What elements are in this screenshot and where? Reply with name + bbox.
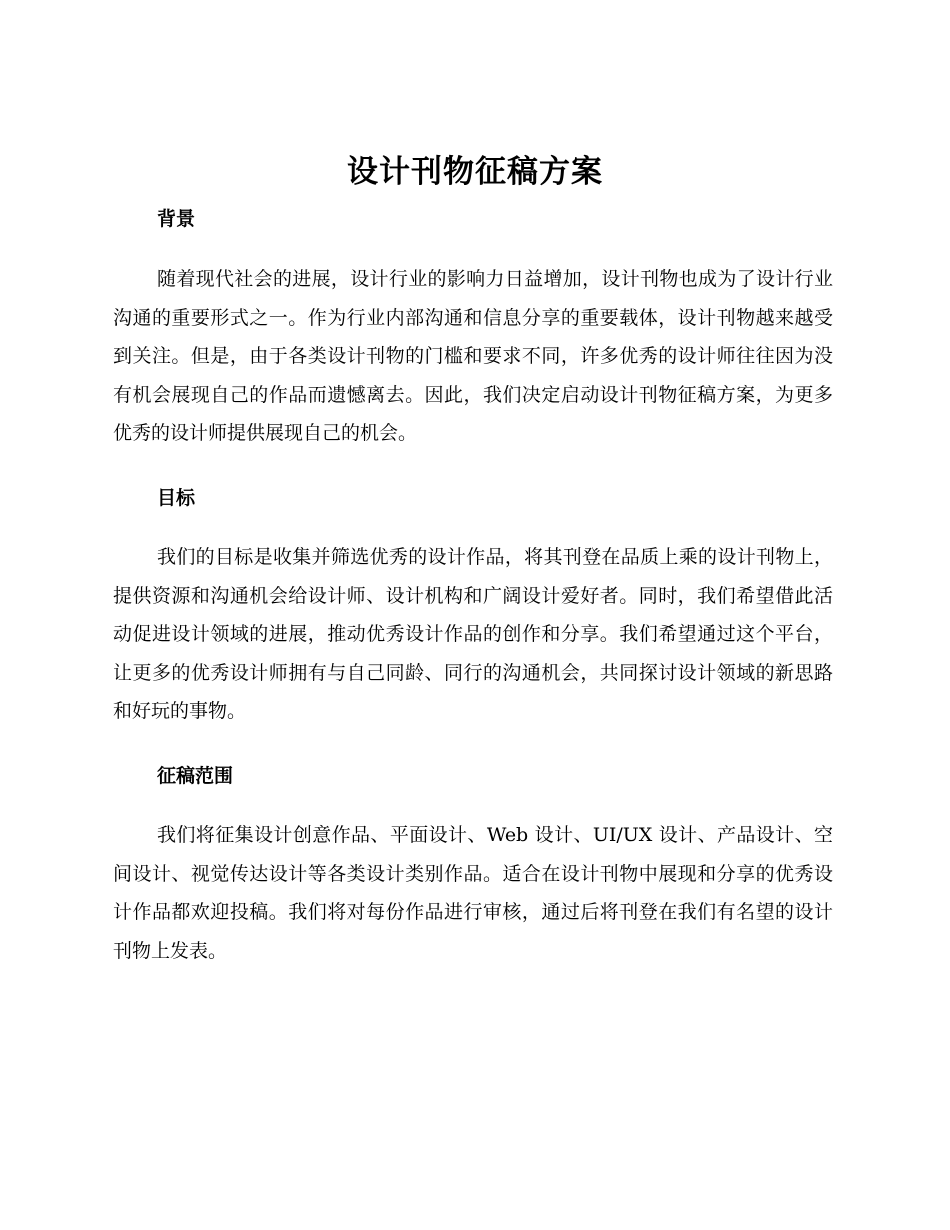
section-heading: 背景 <box>157 208 196 230</box>
section-background <box>113 205 833 453</box>
section-heading: 征稿范围 <box>157 765 234 787</box>
section-heading: 目标 <box>157 487 196 509</box>
section-goal <box>113 484 833 731</box>
document-title: 设计刊物征稿方案 <box>347 154 603 190</box>
section-paragraph: 我们的目标是收集并筛选优秀的设计作品，将其刊登在品质上乘的设计刊物上，提供资源和沟通机会给设计师、设计机构和广阔设计爱好者。同时，我们希望借此活动促进设计领域的进展，推动优秀设计作品的创作和分享。我们希望通过这个平台，让更多的优秀设计师拥有与自己同龄、同行的沟通机会，共同探讨设计领域的新思路和好玩的事物。 <box>113 546 833 722</box>
section-scope <box>113 762 833 970</box>
section-paragraph: 我们将征集设计创意作品、平面设计、Web 设计、UI/UX 设计、产品设计、空间设计、视觉传达设计等各类设计类别作品。适合在设计刊物中展现和分享的优秀设计作品都欢迎投稿。我们将对每份作品进行审核，通过后将刊登在我们有名望的设计刊物上发表。 <box>113 824 833 962</box>
section-paragraph: 随着现代社会的进展，设计行业的影响力日益增加，设计刊物也成为了设计行业沟通的重要形式之一。作为行业内部沟通和信息分享的重要载体，设计刊物越来越受到关注。但是，由于各类设计刊物的门槛和要求不同，许多优秀的设计师往往因为没有机会展现自己的作品而遗憾离去。因此，我们决定启动设计刊物征稿方案，为更多优秀的设计师提供展现自己的机会。 <box>113 268 833 444</box>
